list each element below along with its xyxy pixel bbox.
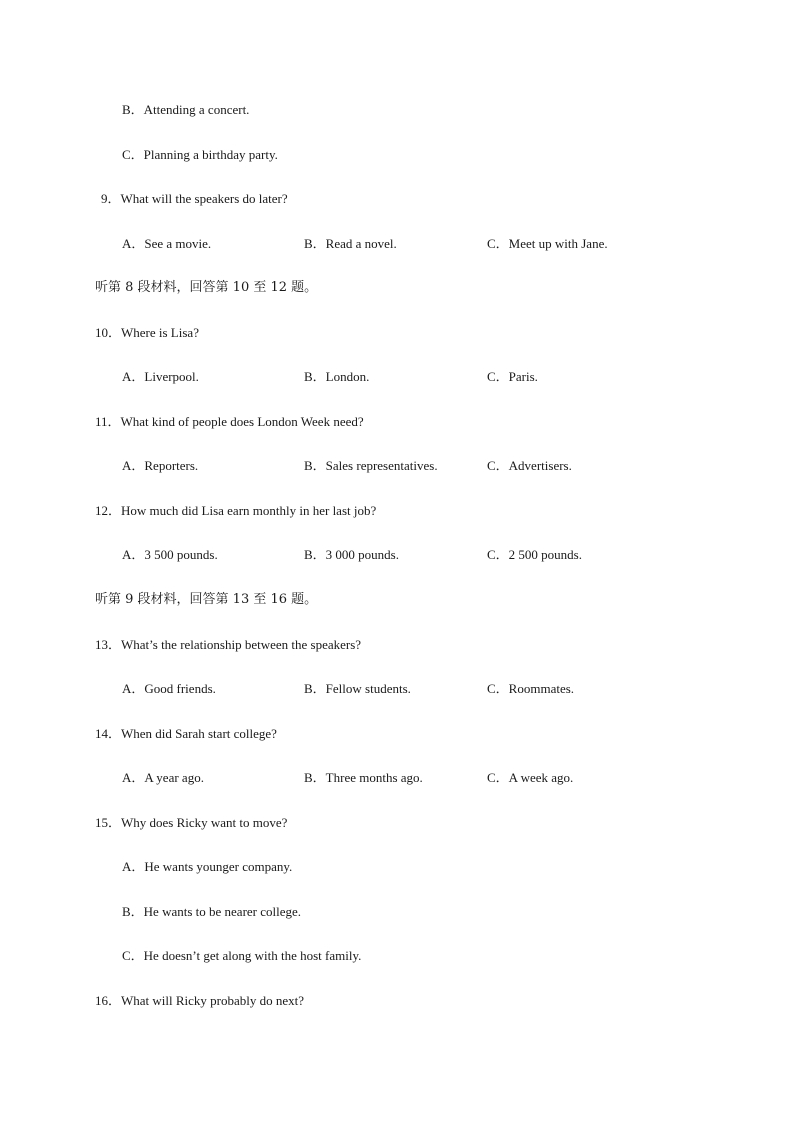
- q11-option-b: B．Sales representatives.: [304, 458, 438, 473]
- q13-question: 13．What’s the relationship between the speakers?: [95, 637, 362, 652]
- section-9-heading: 听第 9 段材料，回答第 13 至 16 题。: [95, 592, 318, 607]
- q12-option-b: B．3 000 pounds.: [304, 547, 399, 562]
- q14-question: 14．When did Sarah start college?: [95, 726, 277, 741]
- q16-question: 16．What will Ricky probably do next?: [95, 993, 305, 1008]
- section-8-heading: 听第 8 段材料，回答第 10 至 12 题。: [95, 280, 318, 295]
- q10-option-b: B．London.: [304, 369, 370, 384]
- q14-option-b: B．Three months ago.: [304, 770, 423, 785]
- q11-option-c: C．Advertisers.: [487, 458, 572, 473]
- q14-option-a: A．A year ago.: [122, 770, 204, 785]
- q10-option-a: A．Liverpool.: [122, 369, 199, 384]
- q13-option-b: B．Fellow students.: [304, 681, 411, 696]
- q13-option-c: C．Roommates.: [487, 681, 575, 696]
- q9-option-a: A．See a movie.: [122, 236, 212, 251]
- q10-option-c: C．Paris.: [487, 369, 538, 384]
- q8-option-c: C．Planning a birthday party.: [122, 147, 278, 162]
- q15-option-a: A．He wants younger company.: [122, 859, 293, 874]
- q15-option-b: B．He wants to be nearer college.: [122, 904, 302, 919]
- q9-question: 9．What will the speakers do later?: [101, 191, 288, 206]
- q9-option-b: B．Read a novel.: [304, 236, 397, 251]
- q14-option-c: C．A week ago.: [487, 770, 574, 785]
- q10-question: 10．Where is Lisa?: [95, 325, 199, 340]
- q12-option-a: A．3 500 pounds.: [122, 547, 218, 562]
- q15-option-c: C．He doesn’t get along with the host family.: [122, 948, 362, 963]
- q8-option-b: B．Attending a concert.: [122, 102, 250, 117]
- q11-option-a: A．Reporters.: [122, 458, 199, 473]
- q12-question: 12．How much did Lisa earn monthly in her last job?: [95, 503, 377, 518]
- q15-question: 15．Why does Ricky want to move?: [95, 815, 288, 830]
- q12-option-c: C．2 500 pounds.: [487, 547, 582, 562]
- q11-question: 11．What kind of people does London Week need?: [95, 414, 364, 429]
- q9-option-c: C．Meet up with Jane.: [487, 236, 608, 251]
- q13-option-a: A．Good friends.: [122, 681, 216, 696]
